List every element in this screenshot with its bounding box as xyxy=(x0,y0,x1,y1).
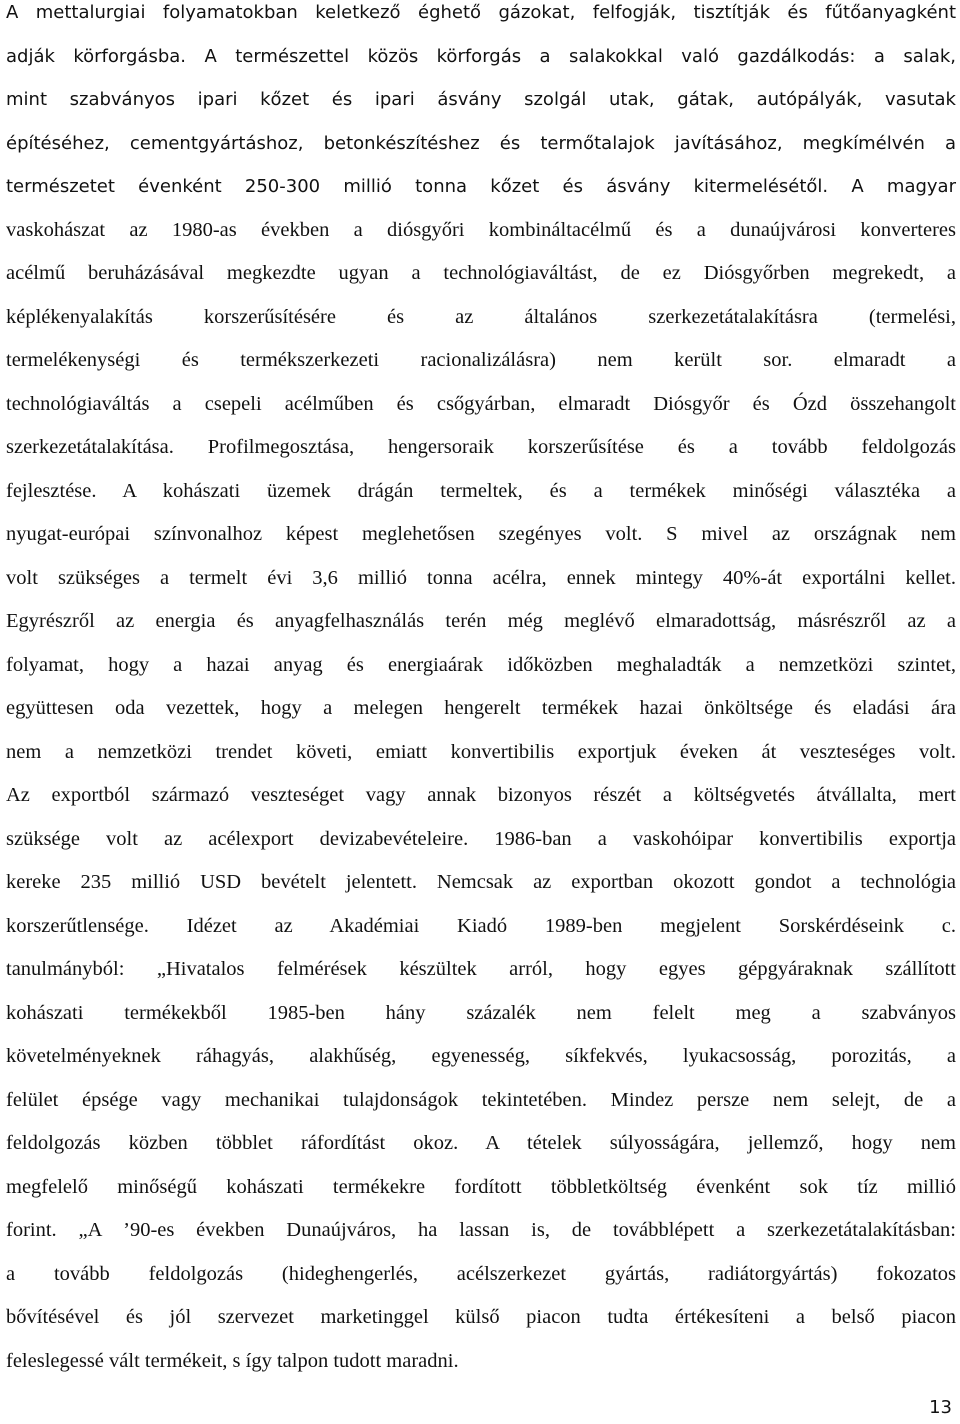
text-line: adják körforgásba. A természettel közös körforgás a salakokkal való gazdálkodás: a salak, xyxy=(6,45,956,67)
text-line: Egyrészről az energia és anyagfelhasználás terén még meglévő elmaradottság, másrészről az a xyxy=(6,610,956,632)
text-line: szüksége volt az acélexport devizabevételeire. 1986-ban a vaskohóipar konvertibilis exportja xyxy=(6,827,956,850)
text-line: feldolgozás közben többlet ráfordítást okoz. A tételek súlyosságára, jellemző, hogy nem xyxy=(6,1132,956,1154)
text-line: technológiaváltás a csepeli acélműben és csőgyárban, elmaradt Diósgyőr és Ózd összehangolt xyxy=(6,392,956,415)
text-line: termelékenységi és termékszerkezeti racionalizálásra) nem került sor. elmaradt a xyxy=(6,349,956,371)
text-line: Az exportból származó veszteséget vagy annak bizonyos részét a költségvetés átvállalta, mert xyxy=(6,784,956,806)
text-line: képlékenyalakítás korszerűsítésére és az általános szerkezetátalakításra (termelési, xyxy=(6,305,956,328)
text-line: szerkezetátalakítása. Profilmegosztása, hengersoraik korszerűsítése és a tovább feldolgozás xyxy=(6,436,956,458)
text-line: tanulmányból: „Hivatalos felmérések készültek arról, hogy egyes gépgyáraknak szállított xyxy=(6,958,956,980)
document-page xyxy=(6,0,956,1424)
text-line: építéséhez, cementgyártáshoz, betonkészítéshez és termőtalajok javításához, megkímélvén a xyxy=(6,132,956,154)
text-line: természetet évenként 250-300 millió tonna kőzet és ásvány kitermelésétől. A magyar xyxy=(6,176,956,197)
text-line: nem a nemzetközi trendet követi, emiatt konvertibilis exportjuk éveken át veszteséges volt. xyxy=(6,740,956,763)
text-line: fejlesztése. A kohászati üzemek drágán termeltek, és a termékek minőségi választéka a xyxy=(6,479,956,502)
text-line: feleslegessé vált termékeit, s így talpon tudott maradni. xyxy=(6,1349,459,1372)
text-line: folyamat, hogy a hazai anyag és energiaárak időközben meghaladták a nemzetközi szintet, xyxy=(6,653,956,676)
page-number: 13 xyxy=(929,1397,952,1418)
text-line: kereke 235 millió USD bevételt jelentett. Nemcsak az exportban okozott gondot a technológia xyxy=(6,871,956,893)
text-line: mint szabványos ipari kőzet és ipari ásvány szolgál utak, gátak, autópályák, vasutak xyxy=(6,89,956,110)
text-line: felület épsége vagy mechanikai tulajdonságok tekintetében. Mindez persze nem selejt, de a xyxy=(6,1088,956,1111)
text-line: a tovább feldolgozás (hideghengerlés, acélszerkezet gyártás, radiátorgyártás) fokozatos xyxy=(6,1262,956,1285)
text-line: vaskohászat az 1980-as években a diósgyőri kombináltacélmű és a dunaújvárosi konverteres xyxy=(6,218,956,241)
text-line: nyugat-európai színvonalhoz képest meglehetősen szegényes volt. S mivel az országnak nem xyxy=(6,523,956,545)
text-line: követelményeknek ráhagyás, alakhűség, egyenesség, síkfekvés, lyukacsosság, porozitás, a xyxy=(6,1045,956,1067)
text-line: acélmű beruházásával megkezdte ugyan a technológiaváltást, de ez Diósgyőrben megrekedt, a xyxy=(6,262,956,284)
text-line: megfelelő minőségű kohászati termékekre fordított többletköltség évenként sok tíz millió xyxy=(6,1175,956,1198)
text-line: kohászati termékekből 1985-ben hány százalék nem felelt meg a szabványos xyxy=(6,1001,956,1024)
text-line: korszerűtlensége. Idézet az Akadémiai Kiadó 1989-ben megjelent Sorskérdéseink c. xyxy=(6,914,956,937)
text-line: bővítésével és jól szervezet marketinggel külső piacon tudta értékesíteni a belső piacon xyxy=(6,1306,956,1328)
text-line: együttesen oda vezettek, hogy a melegen hengerelt termékek hazai önköltsége és eladási ára xyxy=(6,697,956,719)
text-line: volt szükséges a termelt évi 3,6 millió tonna acélra, ennek mintegy 40%-át exportálni kellet. xyxy=(6,566,956,589)
text-line: forint. „A ’90-es években Dunaújváros, ha lassan is, de továbblépett a szerkezetátalakításban: xyxy=(6,1219,956,1241)
text-line: A mettalurgiai folyamatokban keletkező éghető gázokat, felfogják, tisztítják és fűtőanyagként xyxy=(6,2,956,23)
